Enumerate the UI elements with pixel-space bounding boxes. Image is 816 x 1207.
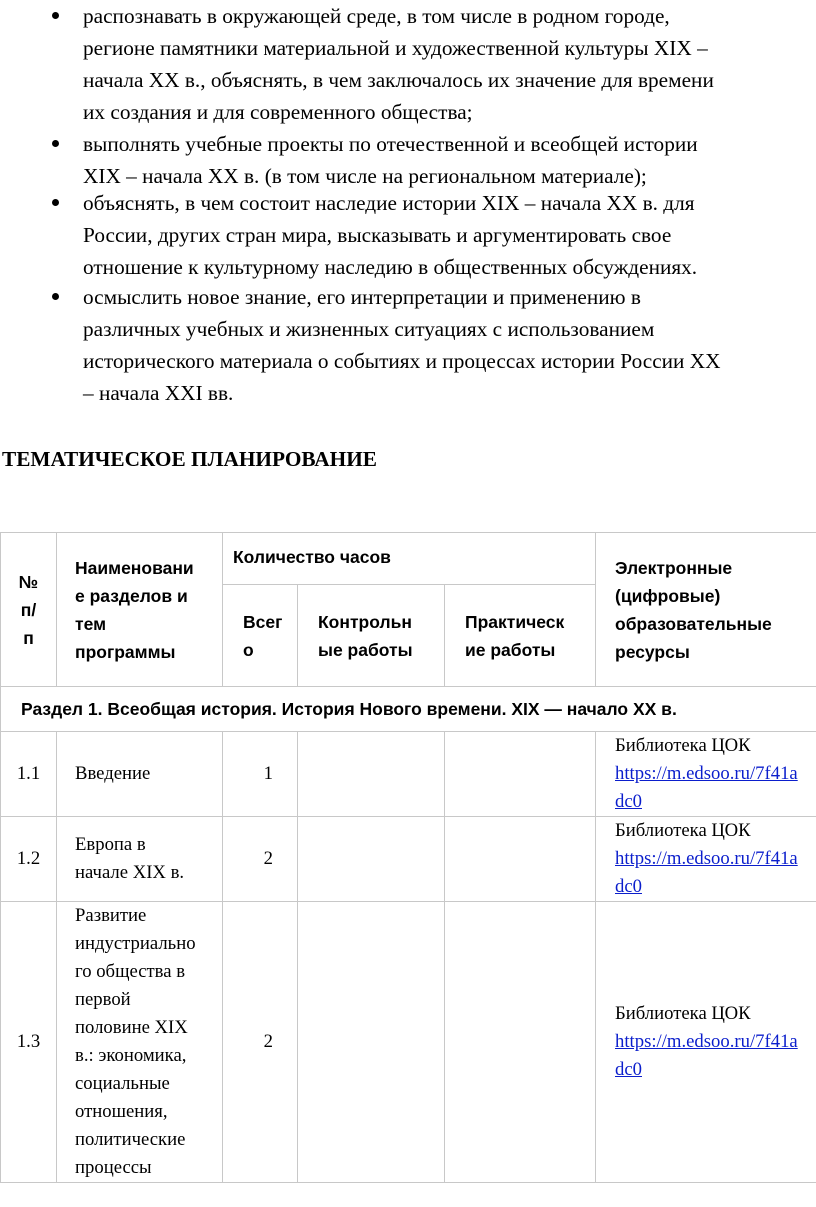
list-item	[83, 281, 815, 409]
resource-link[interactable]: https://m.edsoo.ru/7f41a	[615, 1031, 798, 1052]
resource-link[interactable]: https://m.edsoo.ru/7f41a	[615, 763, 798, 784]
list-item-line: XIX – начала XX в. (в том числе на региональном материале);	[83, 164, 647, 188]
list-item-line: их создания и для современного общества;	[83, 100, 473, 124]
row-resource: Библиотека ЦОК https://m.edsoo.ru/7f41a dc0	[596, 902, 816, 1183]
header-hours: Количество часов	[223, 533, 596, 585]
table-section-row	[1, 687, 816, 732]
row-number: 1.3	[1, 902, 57, 1183]
row-total-hours: 2	[223, 902, 298, 1183]
row-control	[298, 817, 445, 902]
row-total-hours: 2	[223, 817, 298, 902]
list-item-line: распознавать в окружающей среде, в том числе в родном городе,	[83, 4, 670, 28]
resource-link[interactable]: dc0	[615, 876, 642, 897]
list-item-line: объяснять, в чем состоит наследие истории XIX – начала XX в. для	[83, 191, 695, 215]
header-control: Контрольн ые работы	[298, 585, 445, 687]
row-topic: Введение	[57, 732, 223, 817]
list-item-line: выполнять учебные проекты по отечественной и всеобщей истории	[83, 132, 698, 156]
section-title: Раздел 1. Всеобщая история. История Нового времени. XIX — начало XX в.	[1, 687, 816, 732]
table-header-row	[1, 533, 816, 585]
row-practical	[445, 732, 596, 817]
row-resource: Библиотека ЦОК https://m.edsoo.ru/7f41a dc0	[596, 732, 816, 817]
list-item-line: осмыслить новое знание, его интерпретации и применению в	[83, 285, 641, 309]
table-row	[1, 732, 816, 817]
list-item-line: отношение к культурному наследию в общественных обсуждениях.	[83, 255, 698, 279]
bullet-icon	[52, 140, 59, 147]
list-item-line: регионе памятники материальной и художественной культуры XIX –	[83, 36, 708, 60]
bullet-icon	[52, 199, 59, 206]
header-practical: Практическ ие работы	[445, 585, 596, 687]
list-item-line: России, других стран мира, высказывать и аргументировать свое	[83, 223, 672, 247]
row-total-hours: 1	[223, 732, 298, 817]
row-number: 1.2	[1, 817, 57, 902]
section-heading: ТЕМАТИЧЕСКОЕ ПЛАНИРОВАНИЕ	[2, 447, 377, 471]
row-control	[298, 732, 445, 817]
resource-link[interactable]: dc0	[615, 1059, 642, 1080]
row-resource: Библиотека ЦОК https://m.edsoo.ru/7f41a dc0	[596, 817, 816, 902]
bullet-icon	[52, 12, 59, 19]
planning-table	[0, 532, 816, 1183]
list-item-line: – начала XXI вв.	[83, 381, 234, 405]
list-item	[83, 0, 815, 128]
resource-link[interactable]: https://m.edsoo.ru/7f41a	[615, 848, 798, 869]
list-item-line: исторического материала о событиях и процессах истории России XX	[83, 349, 721, 373]
header-total: Всег о	[223, 585, 298, 687]
row-practical	[445, 902, 596, 1183]
header-number: № п/ п	[1, 533, 57, 687]
table-row	[1, 817, 816, 902]
header-section-name: Наименовани е разделов и тем программы	[57, 533, 223, 687]
row-number: 1.1	[1, 732, 57, 817]
row-practical	[445, 817, 596, 902]
resource-link[interactable]: dc0	[615, 791, 642, 812]
list-item-line: начала XX в., объяснять, в чем заключалось их значение для времени	[83, 68, 714, 92]
list-item-line: различных учебных и жизненных ситуациях с использованием	[83, 317, 655, 341]
row-topic: Развитие индустриально го общества в первой половине XIX в.: экономика, социальные отношения, политические процессы	[57, 902, 223, 1183]
row-control	[298, 902, 445, 1183]
header-resources: Электронные (цифровые) образовательные ресурсы	[596, 533, 816, 687]
list-item	[83, 187, 815, 283]
list-item	[83, 128, 815, 192]
bullet-icon	[52, 293, 59, 300]
row-topic: Европа в начале XIX в.	[57, 817, 223, 902]
table-row	[1, 902, 816, 1183]
